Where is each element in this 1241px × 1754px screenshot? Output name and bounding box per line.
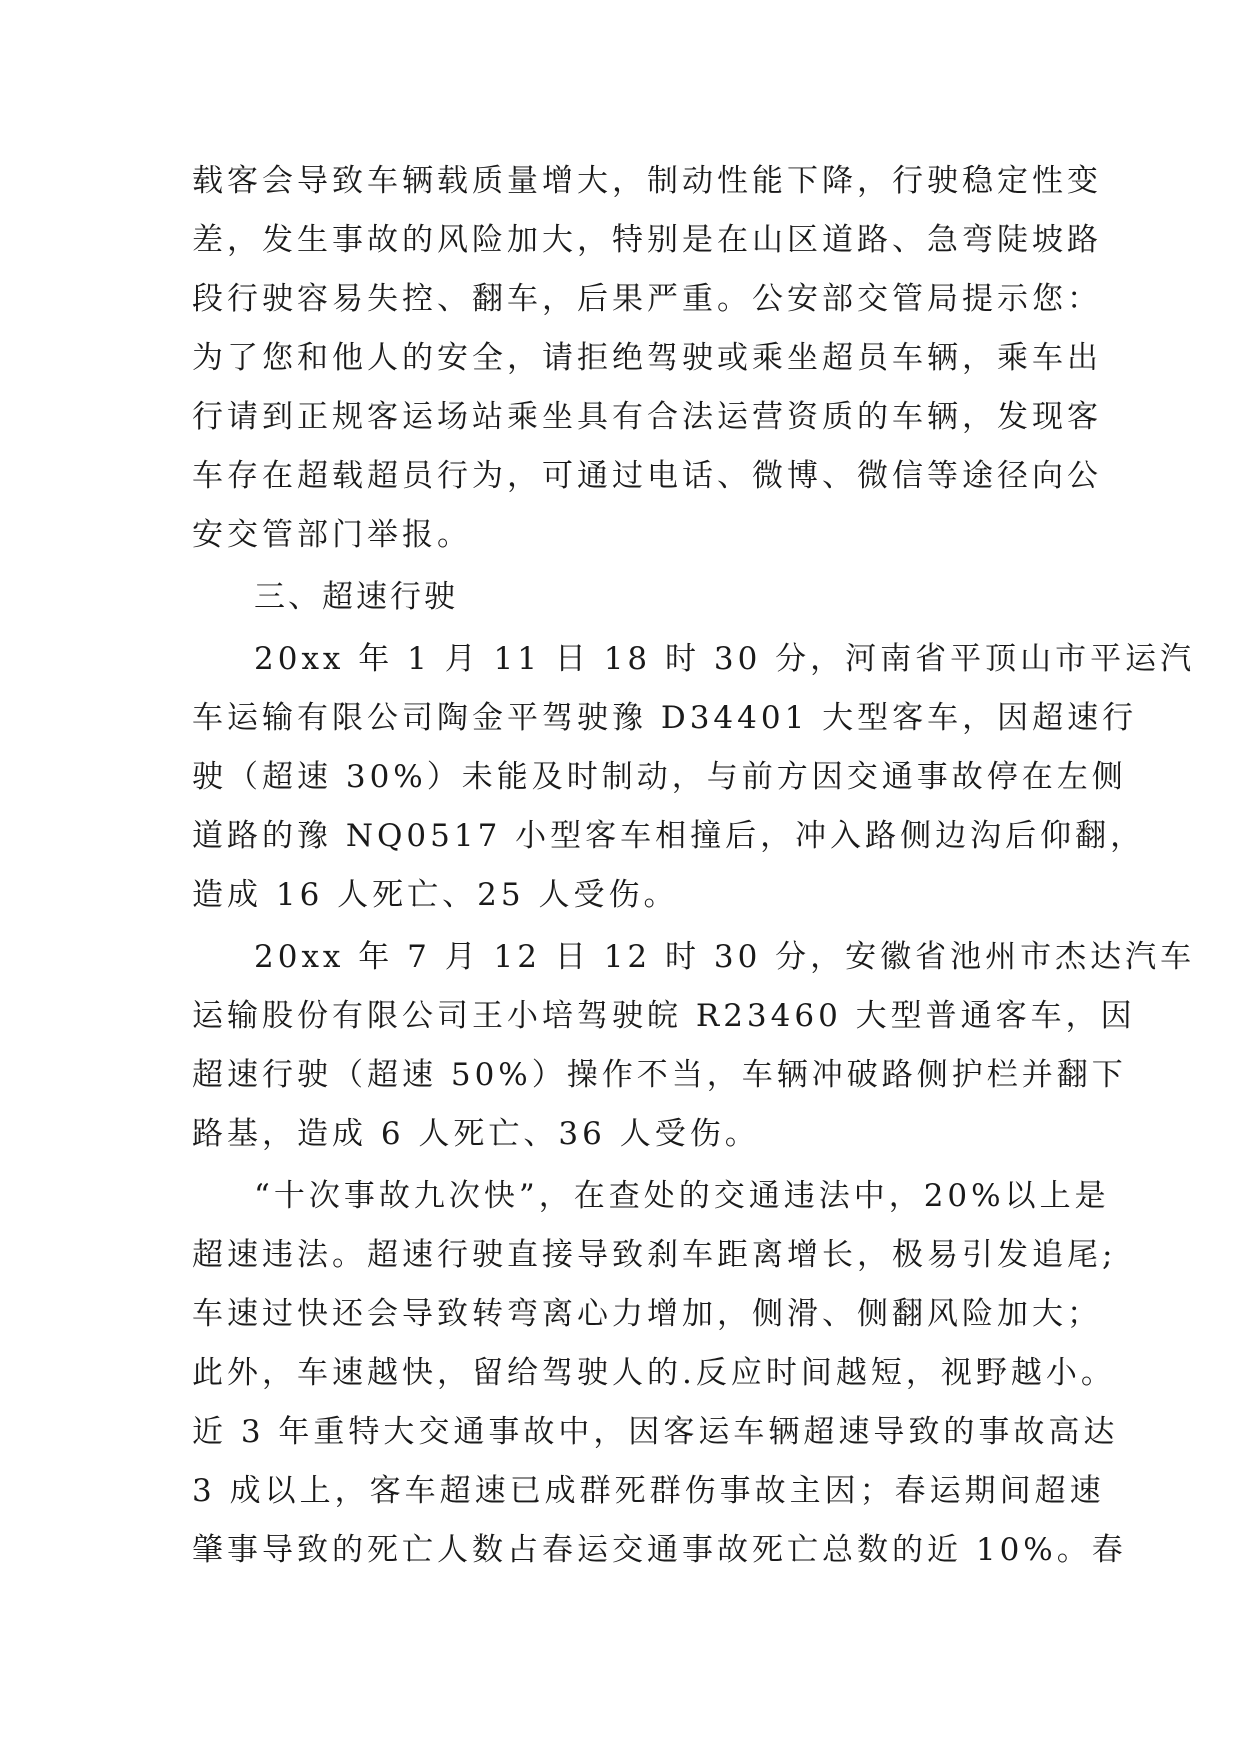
text-line: 肇事导致的死亡人数占春运交通事故死亡总数的近 10%。春 — [192, 1532, 1127, 1568]
text-line: 安交管部门举报。 — [192, 517, 472, 553]
text-line: 此外，车速越快，留给驾驶人的.反应时间越短，视野越小。 — [192, 1355, 1116, 1391]
text-line: 车速过快还会导致转弯离心力增加，侧滑、侧翻风险加大； — [192, 1296, 1102, 1332]
text-line: 为了您和他人的安全，请拒绝驾驶或乘坐超员车辆，乘车出 — [192, 340, 1102, 376]
text-line: 车存在超载超员行为，可通过电话、微博、微信等途径向公 — [192, 458, 1102, 494]
text-line: 驶（超速 30%）未能及时制动，与前方因交通事故停在左侧 — [192, 759, 1127, 795]
text-line: 20xx 年 1 月 11 日 18 时 30 分，河南省平顶山市平运汽 — [254, 641, 1196, 677]
paragraph-speeding-statistics — [192, 1167, 1127, 1580]
text-line: 造成 16 人死亡、25 人受伤。 — [192, 877, 679, 913]
text-line: “十次事故九次快”，在查处的交通违法中，20%以上是 — [254, 1178, 1110, 1214]
text-line: 差，发生事故的风险加大，特别是在山区道路、急弯陡坡路 — [192, 222, 1102, 258]
text-line: 道路的豫 NQ0517 小型客车相撞后，冲入路侧边沟后仰翻， — [192, 818, 1146, 854]
section-heading-speeding — [192, 568, 1052, 627]
text-line: 车运输有限公司陶金平驾驶豫 D34401 大型客车，因超速行 — [192, 700, 1138, 736]
paragraph-anhui-accident — [192, 928, 1196, 1164]
text-line: 行请到正规客运场站乘坐具有合法运营资质的车辆，发现客 — [192, 399, 1102, 435]
text-line: 3 成以上，客车超速已成群死群伤事故主因；春运期间超速 — [192, 1473, 1105, 1509]
document-body — [192, 152, 1196, 1580]
paragraph-henan-accident — [192, 630, 1196, 925]
text-line: 路基，造成 6 人死亡、36 人受伤。 — [192, 1116, 760, 1152]
paragraph-overloading-warning — [192, 152, 1102, 565]
text-line: 20xx 年 7 月 12 日 12 时 30 分，安徽省池州市杰达汽车 — [254, 939, 1196, 975]
text-line: 段行驶容易失控、翻车，后果严重。公安部交管局提示您： — [192, 281, 1102, 317]
text-line: 超速行驶（超速 50%）操作不当，车辆冲破路侧护栏并翻下 — [192, 1057, 1127, 1093]
text-line: 运输股份有限公司王小培驾驶皖 R23460 大型普通客车，因 — [192, 998, 1136, 1034]
text-line: 载客会导致车辆载质量增大，制动性能下降，行驶稳定性变 — [192, 163, 1102, 199]
section-heading: 三、超速行驶 — [254, 579, 458, 615]
text-line: 超速违法。超速行驶直接导致刹车距离增长，极易引发追尾; — [192, 1237, 1117, 1273]
text-line: 近 3 年重特大交通事故中，因客运车辆超速导致的事故高达 — [192, 1414, 1119, 1450]
